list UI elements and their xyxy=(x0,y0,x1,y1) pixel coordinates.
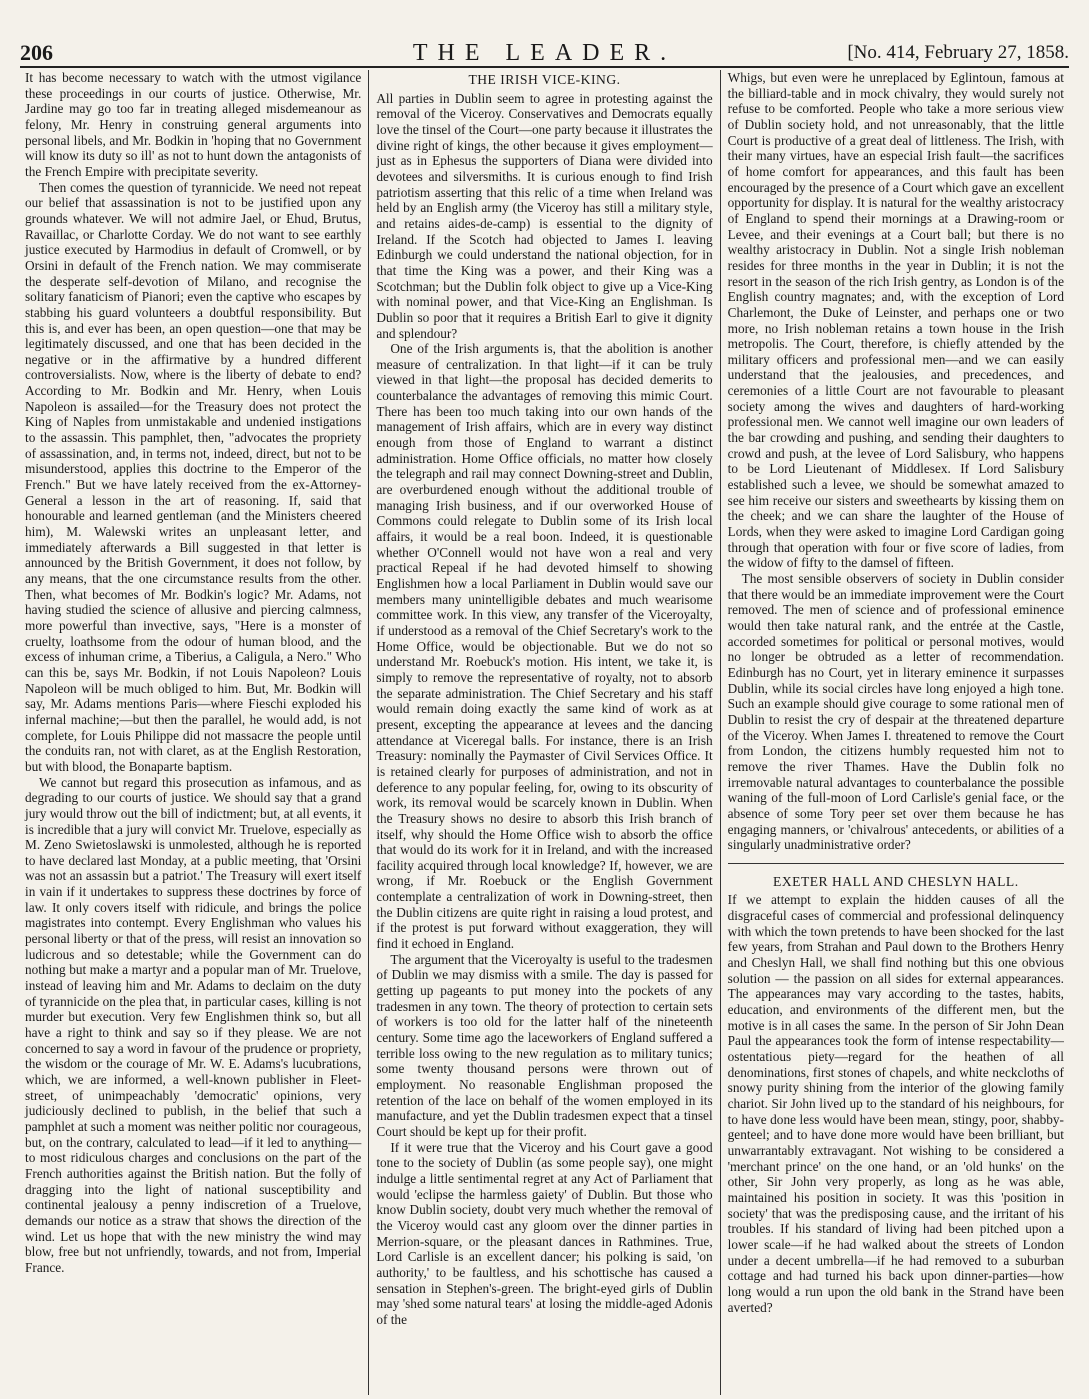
col2-paragraph: If it were true that the Viceroy and his Court gave a good tone to the society of Dublin (as some people say), one might indulge a little sentimental regret at any Act of Parliament that would 'eclipse the harmless gaiety' of Dublin. But those who know Dublin society, doubt very much whether the removal of the Viceroy would cast any gloom over the dinner parties in Merrion-square, or the pleasant dances in Rathmines. True, Lord Carlisle is an excellent dancer; his polking is said, 'on authority,' to be faultless, and his schottische has caused a sensation in Stephen's-green. The bright-eyed girls of Dublin may 'shed some natural tears' at losing the middle-aged Adonis of the xyxy=(376,1139,713,1327)
col3-paragraph: If we attempt to explain the hidden causes of all the disgraceful cases of commercial and professional delinquency with which the town pretends to have been shocked for the last few years, from Strahan and Paul down to the Brothers Henry and Cheslyn Hall, we shall find nothing but this one obvious solution — the passion on all sides for external appearances. The appearances may vary according to the tastes, habits, education, and environments of the different men, but the motive is in all cases the same. In the person of Sir John Dean Paul the appearances took the form of intense respectability—ostentatious piety—regard for the heathen of all denominations, first stones of chapels, and white neckcloths of snowy purity shining from the interior of the glowing family chariot. Sir John lived up to the standard of his neighbours, for to have done less would have been mean, stingy, poor, shabby-genteel; and to have done more would have been brilliant, but unwarrantably extravagant. Not wishing to be considered a 'merchant prince' on the one hand, or an 'old hunks' on the other, Sir John very properly, as long as he was able, maintained his position in society. It was this 'position in society' that was the predisposing cause, and the irritant of his troubles. If his standard of living had been pitched upon a lower scale—if he had walked about the streets of London under a decent umbrella—if he had removed to a suburban cottage and had turned his back upon dinner-parties—how long would a run upon the old bank in the Strand have been averted? xyxy=(727,892,1064,1315)
col2-paragraph: One of the Irish arguments is, that the abolition is another measure of centralization. In that light—if it can be truly viewed in that light—the proposal has decided demerits to counterbalance the advantages of removing this mimic Court. There has been too much taking into our own hands of the management of Irish affairs, which are in every way distinct enough from those of England to warrant a distinct administration. Home Office officials, no matter how closely the telegraph and rail may connect Downing-street and Dublin, are overburdened enough without the additional trouble of managing Irish business, and if our overworked House of Commons could relegate to Dublin some of its Irish local affairs, it would be a real boon. Indeed, it is questionable whether O'Connell would not have won a real and very practical Repeal if he had devoted himself to showing Englishmen how a local Parliament in Dublin would save our members many unintelligible debates and much wearisome committee work. In this view, any transfer of the Viceroyalty, if understood as a removal of the Chief Secretary's work to the Home Office, would be objectionable. But we do not so understand Mr. Roebuck's motion. His intent, we take it, is simply to remove the representative of royalty, not to absorb the separate administration. The Chief Secretary and his staff would remain doing exactly the same kind of work as at present, excepting the appearance at levees and the dancing attendance at Viceregal balls. For instance, there is an Irish Treasury: nominally the Paymaster of Civil Services Office. It is retained clearly for purposes of administration, and not in deference to any popular feeling, for, owing to its obscurity of work, its removal would be scarcely known in Dublin. When the Treasury shows no desire to absorb this Irish branch of itself, why should the Home Office wish to absorb the office that would do its work for it in Ireland, and with the increased facility acquired through local knowledge? If, however, we are wrong, if Mr. Roebuck or the English Government contemplate a centralization of work in Downing-street, then the Dublin citizens are quite right in raising a loud protest, and if the protest is put forward without exaggeration, they will find it echoed in England. xyxy=(376,341,713,952)
article-heading-irish-vice-king: THE IRISH VICE-KING. xyxy=(468,72,621,87)
page-number: 206 xyxy=(20,40,53,65)
article-columns xyxy=(18,70,1071,1395)
col1-paragraph: It has become necessary to watch with the utmost vigilance these proceedings in our courts of justice. Otherwise, Mr. Jardine may go too far in treating alleged misdemeanour as felony, Mr. Henry in construing general arguments into personal libels, and Mr. Bodkin in 'hoping that no Government will know its duty so ill' as not to hunt down the antagonists of the French Empire with precipitate severity. xyxy=(25,70,362,179)
column-2 xyxy=(368,70,719,1395)
col2-paragraph: All parties in Dublin seem to agree in protesting against the removal of the Viceroy. Conservatives and Democrats equally love the tinsel of the Court—one party because it illustrates the divine right of kings, the other because it gives employment—just as in Ephesus the supporters of Diana were divided into devotees and silversmiths. It is curious enough to find Irish patriotism asserting that this relic of a time when Ireland was held by an English army (the Viceroy has still a military style, and retains aides-de-camp) is essential to the dignity of Ireland. If the Scotch had objected to James I. leaving Edinburgh we could understand the national objection, for in that time the King was a power, and their King was a Scotchman; but the Dublin folk object to give up a Vice-King with nominal power, and that Vice-King an Englishman. Is Dublin so poor that it requires a British Earl to give it dignity and splendour? xyxy=(376,90,713,341)
col1-paragraph: We cannot but regard this prosecution as infamous, and as degrading to our courts of justice. We should say that a grand jury would throw out the bill of indictment; but, at all events, it is incredible that a jury will convict Mr. Truelove, especially as M. Zeno Swietoslawski is unmolested, although he is reported to have declared last Monday, at a public meeting, that 'Orsini was not an assassin but a patriot.' The Treasury will exert itself in vain if it undertakes to suppress these doctrines by force of law. It only covers itself with ridicule, and brings the police magistrates into contempt. Every Englishman who values his personal liberty or that of the press, will resist an innovation so ludicrous and so detestable; while the Government can do nothing but make a martyr and a popular man of Mr. Truelove, instead of leaving him and Mr. Adams to declaim on the duty of tyrannicide on the plea that, in particular cases, killing is not murder but execution. Very few Englishmen think so, but all have a right to think and say so if they please. We are not concerned to say a word in favour of the prudence or propriety, the wisdom or the courage of Mr. W. E. Adams's lucubrations, which, we are informed, a well-known publisher in Fleet-street, of unimpeachably 'democratic' opinions, very judiciously declined to publish, in the belief that such a pamphlet at such a moment was neither politic nor courageous, but, on the contrary, calculated to lead—if it led to anything—to most ridiculous charges and conclusions on the part of the French authorities against the British nation. But the folly of dragging into the light of national susceptibility and continental jealousy a penny indiscretion of a Truelove, demands our notice as a straw that shows the direction of the wind. Let us hope that with the new ministry the wind may blow, free but not unfriendly, towards, and not from, Imperial France. xyxy=(25,774,362,1275)
col1-paragraph: Then comes the question of tyrannicide. We need not repeat our belief that assassination is not to be justified upon any grounds whatever. We will not admire Jael, or Ehud, Brutus, Ravaillac, or Charlotte Corday. We do not want to see earthly justice executed by Harmodius in default of Cromwell, or by Orsini in default of the French nation. We may commiserate the desperate self-devotion of Milano, and recognise the solitary fanaticism of Pianori; even the captive who escapes by stabbing his guard volunteers a doubtful responsibility. But this is, and ever has been, an open question—one that may be legitimately discussed, and one that has been decided in the negative or in the affirmative by a hundred different controversialists. Now, where is the liberty of debate to end? According to Mr. Bodkin and Mr. Henry, when Louis Napoleon is assailed—for the Treasury does not protect the King of Naples from unmistakable and undenied instigations to the assassin. This pamphlet, then, "advocates the propriety of assassination, and, in terms not, indeed, direct, but not to be misunderstood, applies this doctrine to the Emperor of the French." But we have lately received from the ex-Attorney-General a lesson in the art of reasoning. If, said that honourable and learned gentleman (and the Ministers cheered him), M. Walewski writes an unpleasant letter, and immediately afterwards a Bill suggested in that letter is announced by the British Government, it does not follow, by any means, that the one circumstance results from the other. Then, what becomes of Mr. Bodkin's logic? Mr. Adams, not having studied the science of allusive and piercing calmness, more powerful than invective, says, "Here is a monster of cruelty, loathsome from the odour of human blood, and the excess of inhuman crime, a Tiberius, a Caligula, a Nero." Who can this be, says Mr. Bodkin, if not Louis Napoleon? Louis Napoleon will be much obliged to him. But, Mr. Bodkin will say, Mr. Adams mentions Paris—where Fieschi exploded his infernal machine;—but then the parallel, he would add, is not complete, for Louis Philippe did not massacre the people until the conduits ran, not with claret, as at the English Restoration, but with blood, the Bonaparte baptism. xyxy=(25,179,362,774)
masthead xyxy=(20,40,1069,68)
article-heading-exeter-hall: EXETER HALL AND CHESLYN HALL. xyxy=(728,863,1064,890)
col2-paragraph: The argument that the Viceroyalty is useful to the tradesmen of Dublin we may dismiss with a smile. The day is passed for getting up pageants to put money into the pockets of any tradesmen in any town. The theory of protection to certain sets of workers is too old for the latter half of the nineteenth century. Some time ago the laceworkers of England suffered a terrible loss owing to the new regulation as to military tunics; some twenty thousand persons were thrown out of employment. No reasonable Englishman proposed the retention of the lace on behalf of the women employed in its manufacture, and yet the Dublin tradesmen expect that a tinsel Court should be kept up for their profit. xyxy=(376,951,713,1139)
col3-paragraph: Whigs, but even were he unreplaced by Eglintoun, famous at the billiard-table and in mock chivalry, they would surely not refuse to be comforted. People who take a more serious view of Dublin society hold, and not unreasonably, that the little Court is productive of a great deal of littleness. The Irish, with their many virtues, have an especial Irish fault—the sacrifices of home comfort for appearances, and this fault has been encouraged by the presence of a Court which gave an excellent opportunity for display. It is natural for the wealthy aristocracy of England to spend their mornings at a Drawing-room or Levee, and their evenings at a Court ball; but there is no wealthy aristocracy in Dublin. Not a single Irish nobleman resides for three months in the year in Dublin; it is not the resort in the season of the rich Irish gentry, as London is of the English country magnates; and, with the exception of Lord Charlemont, the Duke of Leinster, and perhaps one or two more, no Irish nobleman retains a town house in the Irish metropolis. The Court, therefore, is chiefly attended by the military officers and professional men—and we can easily understand that the jealousies, and precedences, and ceremonies of a little Court are not favourable to pleasant society among the wives and daughters of hard-working professional men. We cannot well imagine our own leaders of the bar crowding and pushing, and sending their daughters to crowd and push, at the levee of Lord Salisbury, who happens to be Lord Lieutenant of Middlesex. If Lord Salisbury established such a levee, we should be somewhat amazed to see him receive our sisters and sweethearts by kissing them on the cheek; and we can share the laughter of the House of Lords, when they were asked to imagine Lord Cardigan going through that operation with four or five score of ladies, from the widow of fifty to the damsel of fifteen. xyxy=(727,70,1064,571)
column-3 xyxy=(720,70,1071,1395)
running-title: THE LEADER. xyxy=(412,40,677,66)
col3-paragraph: The most sensible observers of society in Dublin consider that there would be an immediate improvement were the Court removed. The men of science and of professional eminence would then take natural rank, and the entrée at the Castle, accorded sometimes for political or personal motives, would no longer be obtruded as a letter of recommendation. Edinburgh has no Court, yet in literary eminence it surpasses Dublin, while its social circles have long enjoyed a high tone. Such an example should give courage to some rational men of Dublin to resist the cry of despair at the threatened departure of the Viceroy. When James I. threatened to remove the Court from London, the citizens humbly requested him not to remove the river Thames. Have the Dublin folk no irremovable natural advantages to counterbalance the possible waning of the full-moon of Lord Carlisle's genial face, or the absence of some Tory peer set over them because he has engaging manners, or 'chivalrous' antecedents, or abilities of a singularly unadministrative order? xyxy=(727,571,1064,853)
issue-info: [No. 414, February 27, 1858. xyxy=(847,42,1069,63)
column-1 xyxy=(18,70,368,1395)
